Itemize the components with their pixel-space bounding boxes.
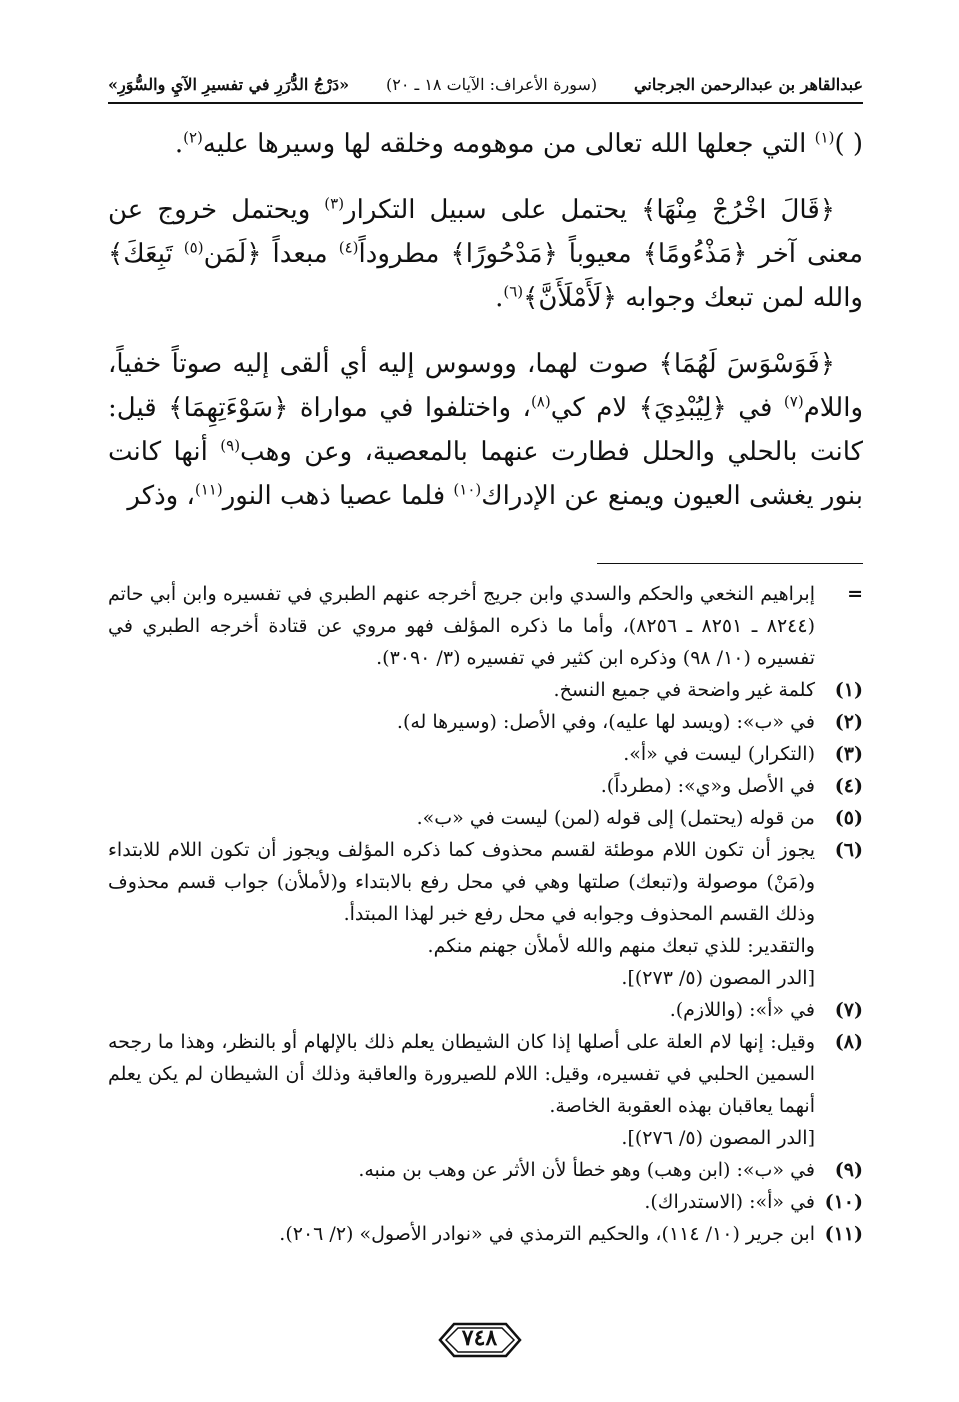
- footnote-number: (٤): [834, 775, 863, 797]
- page-number-text: ٧٤٨: [461, 1325, 498, 1351]
- footnotes: [108, 578, 863, 1250]
- footnote-7: [108, 994, 863, 1026]
- paragraph-text: ﴿قَالَ اخْرُجْ مِنْهَا﴾ يحتمل على سبيل التكرار: [344, 195, 835, 225]
- footnote-number: (١): [834, 679, 863, 701]
- footnote-4: [108, 770, 863, 802]
- paragraph-3: [108, 342, 863, 518]
- footnote-text: من قوله (يحتمل) إلى قوله (لمن) ليست في «ب».: [416, 807, 815, 829]
- footnote-number: (٥): [834, 807, 863, 829]
- footnote-number: =: [847, 583, 863, 605]
- paragraph-text: ، وذكر: [127, 481, 195, 511]
- footnote-text: (التكرار) ليست في «أ».: [623, 743, 815, 765]
- footnote-1: [108, 674, 863, 706]
- footnote-number: (١٠): [824, 1191, 863, 1213]
- header-surah-range: (سورة الأعراف: الآيات ١٨ ـ ٢٠): [386, 74, 598, 94]
- page-number: [432, 1318, 528, 1362]
- footnote-number: (٨): [834, 1031, 863, 1053]
- footnote-5: [108, 802, 863, 834]
- footnote-text: في الأصل و«ي»: (مطرداً).: [600, 775, 815, 797]
- footnote-ref: (١١): [194, 480, 223, 499]
- paragraph-text: في ﴿لِيُبْدِيَ﴾ لام كي: [550, 393, 784, 423]
- paragraph-text: مبعداً ﴿لَمَن: [203, 239, 339, 269]
- footnote-ref: (١٠): [453, 480, 482, 499]
- paragraph-text: تَبِعَكَ﴾ والله لمن تبعك وجوابه ﴿لَأَمْلَأَنَّ﴾: [108, 239, 863, 313]
- footnote-text: وقيل: إنها لام العلة على أصلها إذا كان الشيطان يعلم ذلك بالإلهام أو بالنظر، وهذا ما رجحه السمين الحلبي في تفسيره، وقيل: اللام للصيرورة والعاقبة وذلك أن الشيطان لم يكن يعلم أنهما يعاقبان بهذه العقوبة الخاصة.: [108, 1031, 815, 1117]
- paragraph-text: أنها كانت بنور يغشى العيون ويمنع عن الإدراك: [108, 437, 863, 511]
- footnote-text: والتقدير: للذي تبعك منهم والله لأملأن جهنم منكم.: [427, 935, 815, 957]
- footnote-ref: (٥): [183, 238, 204, 257]
- paragraph-text: ، واختلفوا في مواراة ﴿سَوْءَتِهِمَا﴾ قيل: كانت بالحلي والحلل فطارت عنهما بالمعصية، وعن وهب: [108, 393, 863, 467]
- footnote-text: يجوز أن تكون اللام موطئة لقسم محذوف كما ذكره المؤلف ويجوز أن تكون اللام للابتداء و(مَنْ) موصولة و(تبعك) صلتها وهي في محل رفع بالابتداء و(لأملأن) جواب قسم محذوف وذلك القسم المحذوف وجوابه في محل رفع خبر لهذا المبتدأ.: [108, 839, 815, 925]
- footnote-ref: (١): [814, 128, 835, 147]
- footnote-ref: (٦): [503, 282, 524, 301]
- footnote-text: في «ب»: (ويسد لها عليه)، وفي الأصل: (وسيرها له).: [396, 711, 815, 733]
- footnote-text: كلمة غير واضحة في جميع النسخ.: [553, 679, 815, 701]
- header-author: عبدالقاهر بن عبدالرحمن الجرجاني: [634, 74, 863, 94]
- footnote-separator: [597, 563, 863, 564]
- footnote-text: في «ب»: (ابن وهب) وهو خطأ لأن الأثر عن وهب بن منبه.: [358, 1159, 815, 1181]
- paragraph-text: .: [495, 283, 504, 313]
- footnote-continued: [108, 578, 863, 674]
- footnote-ref: (٤): [338, 238, 359, 257]
- main-text: [108, 122, 863, 540]
- footnote-text: إبراهيم النخعي والحكم والسدي وابن جريج أخرجه عنهم الطبري في تفسيره وابن أبي حاتم (٨٢٤٤ ـ ٨٢٥١ ـ ٨٢٥٦)، وأما ما ذكره المؤلف فهو مروي عن قتادة أخرجه الطبري في تفسيره (١٠/ ٩٨) وذكره ابن كثير في تفسيره (٣/ ٣٠٩٠).: [108, 583, 815, 669]
- paragraph-text: التي جعلها الله تعالى من موهومه وخلقه لها وسيرها عليه: [202, 129, 815, 159]
- footnote-10: [108, 1186, 863, 1218]
- footnote-8: [108, 1026, 863, 1154]
- footnote-ref: (٢): [183, 128, 203, 147]
- footnote-number: (٧): [834, 999, 863, 1021]
- paragraph-text: ويحتمل خروج عن معنى آخر ﴿مَذْءُومًا﴾ معيوباً ﴿مَدْحُورًا﴾ مطروداً: [108, 195, 863, 269]
- footnote-ref: (٨): [530, 392, 551, 411]
- footnote-ref: (٣): [324, 194, 345, 213]
- footnote-6: [108, 834, 863, 994]
- footnote-2: [108, 706, 863, 738]
- footnote-text: [الدر المصون (٥/ ٢٧٦)].: [621, 1127, 815, 1149]
- footnote-ref: (٩): [220, 436, 241, 455]
- footnote-3: [108, 738, 863, 770]
- paragraph-2: [108, 188, 863, 320]
- footnote-11: [108, 1218, 863, 1250]
- footnote-number: (٣): [834, 743, 863, 765]
- footnote-text: في «أ»: (واللازم).: [669, 999, 815, 1021]
- header-book-title: «دَرْجُ الدُّرَرِ في تفسيرِ الآيِ والسُّوَرِ»: [108, 74, 350, 94]
- footnote-number: (١١): [824, 1223, 863, 1245]
- footnote-text: في «أ»: (الاستدراك).: [644, 1191, 815, 1213]
- paragraph-text: ( ): [834, 129, 863, 159]
- running-header: [108, 66, 863, 104]
- paragraph-text: فلما عصيا ذهب النور: [222, 481, 454, 511]
- footnote-number: (٢): [834, 711, 863, 733]
- paragraph-text: ﴿فَوَسْوَسَ لَهُمَا﴾ صوت لهما، ووسوس إليه أي ألقى إليه صوتاً خفياً، واللام: [108, 349, 863, 423]
- paragraph-1: [108, 122, 863, 166]
- footnote-number: (٦): [834, 839, 863, 861]
- footnote-text: [الدر المصون (٥/ ٢٧٣)].: [621, 967, 815, 989]
- footnote-text: ابن جرير (١٠/ ١١٤)، والحكيم الترمذي في «نوادر الأصول» (٢/ ٢٠٦).: [279, 1223, 815, 1245]
- footnote-9: [108, 1154, 863, 1186]
- footnote-number: (٩): [834, 1159, 863, 1181]
- footnote-ref: (٧): [783, 392, 804, 411]
- paragraph-text: .: [174, 129, 184, 159]
